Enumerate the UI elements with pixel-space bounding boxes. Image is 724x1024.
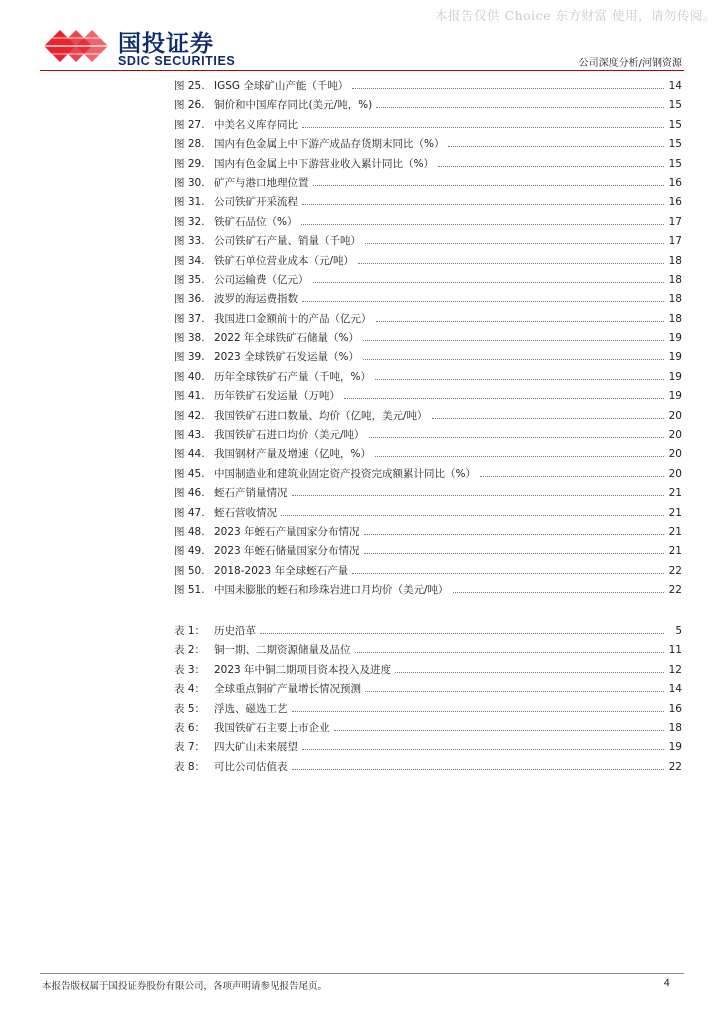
table-entry-page: 5 — [675, 625, 682, 637]
brand-name-cn: 国投证券 — [118, 31, 214, 57]
dot-leader — [334, 722, 665, 731]
dot-leader — [352, 565, 664, 574]
figure-entry[interactable] — [174, 78, 682, 97]
dot-leader — [363, 332, 664, 341]
figure-entry-title: 2023 年蛭石储量国家分布情况 — [214, 545, 360, 558]
figure-entry[interactable] — [174, 543, 682, 562]
dot-leader — [313, 274, 665, 283]
dot-leader — [302, 741, 664, 750]
dot-leader — [376, 313, 665, 322]
figure-entry-title: 波罗的海运费指数 — [214, 293, 298, 306]
figure-entry-number: 图 26. — [174, 99, 205, 112]
table-entry-page: 22 — [668, 760, 682, 773]
dot-leader — [395, 664, 664, 673]
figure-entry-page: 20 — [668, 409, 682, 422]
table-entry-title: 浮选、磁选工艺 — [214, 702, 288, 715]
table-entry-title: 可比公司估值表 — [214, 760, 288, 773]
dot-leader — [302, 196, 664, 205]
figure-entry-page: 20 — [668, 429, 682, 442]
figure-entry-page: 21 — [668, 545, 682, 558]
figure-entry-number: 图 33. — [174, 235, 205, 248]
dot-leader — [292, 761, 665, 770]
figure-entry-page: 20 — [668, 448, 682, 461]
table-entry-page: 16 — [668, 702, 682, 715]
table-entry-title: 四大矿山未来展望 — [214, 741, 298, 754]
dot-leader — [448, 138, 664, 147]
dot-leader — [438, 158, 664, 167]
table-entry-number: 表 7： — [174, 741, 206, 754]
figure-entry-title: 2023 年蛭石产量国家分布情况 — [214, 525, 360, 538]
figure-entry-page: 21 — [668, 487, 682, 500]
brand-logo — [40, 22, 240, 70]
dot-leader — [369, 429, 664, 438]
dot-leader — [292, 703, 665, 712]
figure-entry-title: 矿产与港口地理位置 — [214, 176, 309, 189]
figure-entry[interactable] — [174, 214, 682, 233]
table-entry-number: 表 4： — [174, 683, 206, 696]
figure-entry-title: 中国未膨胀的蛭石和珍珠岩进口月均价（美元/吨） — [214, 584, 449, 597]
figure-entry-number: 图 37. — [174, 312, 205, 325]
figure-entry[interactable] — [174, 330, 682, 349]
figure-entry-title: 2018-2023 年全球蛭石产量 — [214, 564, 349, 577]
figure-entry[interactable] — [174, 563, 682, 582]
figure-entry-number: 图 47. — [174, 506, 205, 519]
figure-entry-number: 图 42. — [174, 409, 205, 422]
figure-entry-title: 国内有色金属上中下游产成品存货期末同比（%） — [214, 138, 445, 151]
figure-index — [174, 78, 682, 602]
dot-leader — [365, 235, 664, 244]
figure-entry-number: 图 27. — [174, 118, 205, 131]
dot-leader — [453, 584, 664, 593]
figure-entry[interactable] — [174, 485, 682, 504]
figure-entry-number: 图 48. — [174, 525, 205, 538]
figure-entry-page: 22 — [668, 564, 682, 577]
dot-leader — [375, 448, 664, 457]
dot-leader — [480, 468, 664, 477]
figure-entry[interactable] — [174, 311, 682, 330]
table-entry-page: 19 — [668, 741, 682, 754]
figure-entry[interactable] — [174, 408, 682, 427]
table-entry-title: 全球重点铜矿产量增长情况预测 — [214, 683, 361, 696]
watermark-text: 本报告仅供 Choice 东方财富 使用，请勿传阅。 — [435, 8, 716, 23]
figure-entry-number: 图 51. — [174, 584, 205, 597]
figure-entry-page: 15 — [668, 138, 682, 151]
figure-entry[interactable] — [174, 369, 682, 388]
table-entry-number: 表 8： — [174, 760, 206, 773]
dot-leader — [364, 545, 664, 554]
table-entry-page: 12 — [668, 663, 682, 676]
figure-entry[interactable] — [174, 136, 682, 155]
figure-entry[interactable] — [174, 466, 682, 485]
figure-entry[interactable] — [174, 175, 682, 194]
figure-entry-number: 图 29. — [174, 157, 205, 170]
figure-entry-title: 中国制造业和建筑业固定资产投资完成额累计同比（%） — [214, 467, 476, 480]
dot-leader — [364, 526, 664, 535]
brand-logo-icon — [40, 26, 112, 66]
dot-leader — [365, 683, 664, 692]
table-entry-title: 铜一期、二期资源储量及品位 — [214, 644, 351, 657]
figure-entry-title: 2023 全球铁矿石发运量（%） — [214, 351, 360, 364]
brand-name-en: SDIC SECURITIES — [118, 54, 236, 68]
dot-leader — [260, 625, 664, 634]
table-entry[interactable] — [174, 701, 682, 720]
table-index — [174, 623, 682, 778]
figure-entry-page: 16 — [668, 196, 682, 209]
table-entry[interactable] — [174, 623, 682, 642]
figure-entry-title: 蛭石产销量情况 — [214, 487, 288, 500]
figure-entry-number: 图 46. — [174, 487, 205, 500]
figure-entry-page: 14 — [668, 80, 682, 92]
figure-entry-page: 15 — [668, 118, 682, 131]
figure-entry[interactable] — [174, 349, 682, 368]
figure-entry-title: 我国进口金额前十的产品（亿元） — [214, 312, 372, 325]
table-entry[interactable] — [174, 720, 682, 739]
dot-leader — [358, 255, 664, 264]
dot-leader — [313, 177, 665, 186]
figure-entry-title: 蛭石营收情况 — [214, 506, 277, 519]
figure-entry-page: 19 — [668, 390, 682, 403]
figure-entry-number: 图 43. — [174, 429, 205, 442]
table-entry-number: 表 3： — [174, 663, 206, 676]
figure-entry-number: 图 35. — [174, 273, 205, 286]
figure-entry-title: 中美名义库存同比 — [214, 118, 298, 131]
figure-entry-number: 图 34. — [174, 254, 205, 267]
dot-leader — [302, 293, 664, 302]
table-entry-number: 表 6： — [174, 721, 206, 734]
table-entry[interactable] — [174, 739, 682, 758]
figure-entry-number: 图 32. — [174, 215, 205, 228]
figure-entry[interactable] — [174, 117, 682, 136]
dot-leader — [302, 119, 664, 128]
figure-entry-title: 历年铁矿石发运量（万吨） — [214, 390, 340, 403]
footer-divider — [40, 973, 684, 974]
figure-entry-number: 图 30. — [174, 176, 205, 189]
dot-leader — [375, 371, 664, 380]
table-entry-number: 表 5： — [174, 702, 206, 715]
figure-entry[interactable] — [174, 582, 682, 601]
figure-entry-title: IGSG 全球矿山产能（千吨） — [214, 80, 349, 92]
footer-disclaimer: 本报告版权属于国投证券股份有限公司，各项声明请参见报告尾页。 — [42, 981, 328, 992]
table-entry[interactable] — [174, 642, 682, 661]
table-entry-page: 14 — [668, 683, 682, 696]
dot-leader — [355, 644, 665, 653]
figure-entry-number: 图 44. — [174, 448, 205, 461]
figure-entry-page: 17 — [668, 215, 682, 228]
dot-leader — [292, 487, 665, 496]
figure-entry-title: 公司铁矿开采流程 — [214, 196, 298, 209]
figure-entry[interactable] — [174, 427, 682, 446]
table-entry-title: 历史沿革 — [214, 625, 256, 637]
figure-entry-title: 我国铁矿石进口数量、均价（亿吨，美元/吨） — [214, 409, 428, 422]
figure-entry-number: 图 41. — [174, 390, 205, 403]
figure-entry-title: 铁矿石品位（%） — [214, 215, 298, 228]
figure-entry[interactable] — [174, 524, 682, 543]
figure-entry-title: 铁矿石单位营业成本（元/吨） — [214, 254, 355, 267]
figure-entry-page: 16 — [668, 176, 682, 189]
figure-entry-title: 我国钢材产量及增速（亿吨，%） — [214, 448, 371, 461]
figure-entry-page: 19 — [668, 370, 682, 383]
figure-entry-number: 图 25. — [174, 80, 205, 92]
figure-entry[interactable] — [174, 156, 682, 175]
figure-entry-title: 铜价和中国库存同比(美元/吨，%) — [214, 99, 373, 112]
figure-entry-title: 国内有色金属上中下游营业收入累计同比（%） — [214, 157, 434, 170]
figure-entry-page: 18 — [668, 312, 682, 325]
dot-leader — [344, 390, 664, 399]
figure-entry-page: 19 — [668, 332, 682, 345]
figure-entry-number: 图 38. — [174, 332, 205, 345]
figure-entry-page: 20 — [668, 467, 682, 480]
dot-leader — [301, 216, 664, 225]
dot-leader — [432, 410, 664, 419]
figure-entry[interactable] — [174, 291, 682, 310]
table-entry[interactable] — [174, 662, 682, 681]
figure-entry[interactable] — [174, 388, 682, 407]
dot-leader — [352, 80, 664, 89]
figure-entry-number: 图 36. — [174, 293, 205, 306]
figure-entry-title: 历年全球铁矿石产量（千吨，%） — [214, 370, 371, 383]
figure-entry[interactable] — [174, 446, 682, 465]
figure-entry[interactable] — [174, 194, 682, 213]
table-entry-title: 2023 年中铜二期项目资本投入及进度 — [214, 663, 392, 676]
figure-entry-page: 15 — [668, 99, 682, 112]
dot-leader — [281, 507, 664, 516]
figure-entry-title: 我国铁矿石进口均价（美元/吨） — [214, 429, 365, 442]
figure-entry-number: 图 45. — [174, 467, 205, 480]
figure-entry-page: 18 — [668, 273, 682, 286]
header-divider — [40, 70, 684, 71]
figure-entry-number: 图 31. — [174, 196, 205, 209]
figure-entry-page: 15 — [668, 157, 682, 170]
figure-entry-page: 21 — [668, 525, 682, 538]
figure-entry[interactable] — [174, 97, 682, 116]
figure-entry-page: 18 — [668, 254, 682, 267]
figure-entry-title: 公司铁矿石产量、销量（千吨） — [214, 235, 361, 248]
table-entry-page: 18 — [668, 721, 682, 734]
report-section-label: 公司深度分析/河钢资源 — [578, 58, 682, 69]
figure-entry-page: 19 — [668, 351, 682, 364]
figure-entry[interactable] — [174, 253, 682, 272]
figure-entry-number: 图 49. — [174, 545, 205, 558]
figure-entry-page: 18 — [668, 293, 682, 306]
table-entry-page: 11 — [668, 644, 682, 657]
dot-leader — [363, 351, 664, 360]
figure-entry-number: 图 28. — [174, 138, 205, 151]
figure-entry-title: 2022 年全球铁矿石储量（%） — [214, 332, 360, 345]
figure-entry-page: 22 — [668, 584, 682, 597]
page-number: 4 — [663, 978, 670, 989]
table-entry-number: 表 1： — [174, 625, 206, 637]
table-entry[interactable] — [174, 759, 682, 778]
figure-entry-number: 图 40. — [174, 370, 205, 383]
figure-entry-title: 公司运输费（亿元） — [214, 273, 309, 286]
figure-entry-page: 17 — [668, 235, 682, 248]
figure-entry[interactable] — [174, 233, 682, 252]
dot-leader — [376, 99, 664, 108]
table-entry-title: 我国铁矿石主要上市企业 — [214, 721, 330, 734]
figure-entry-page: 21 — [668, 506, 682, 519]
figure-entry[interactable] — [174, 505, 682, 524]
table-entry[interactable] — [174, 681, 682, 700]
figure-entry[interactable] — [174, 272, 682, 291]
table-entry-number: 表 2： — [174, 644, 206, 657]
figure-entry-number: 图 50. — [174, 564, 205, 577]
figure-entry-number: 图 39. — [174, 351, 205, 364]
